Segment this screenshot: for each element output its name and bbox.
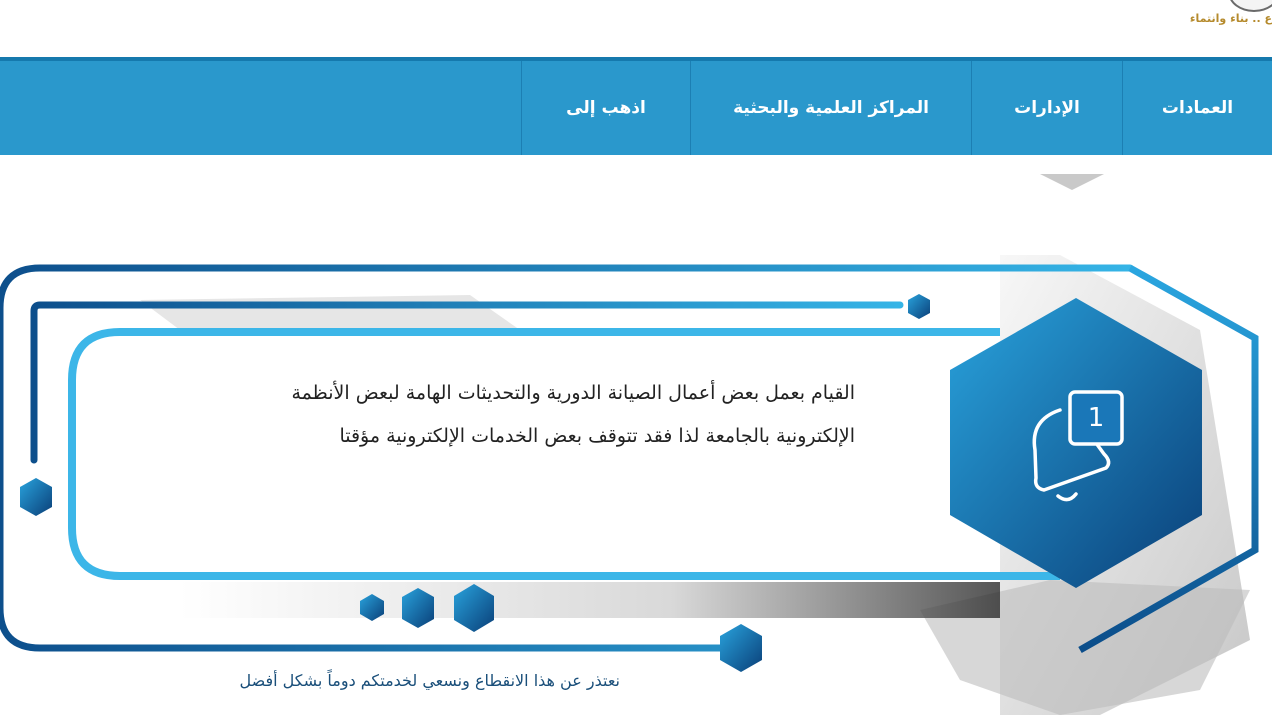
- maintenance-illustration: [0, 240, 1272, 715]
- main-nav: [0, 57, 1272, 155]
- nav-empty-area: [0, 61, 521, 155]
- apology-text: نعتذر عن هذا الانقطاع ونسعي لخدمتكم دوماً بشكل أفضل: [239, 671, 620, 690]
- nav-item-departments[interactable]: الإدارات: [971, 61, 1122, 155]
- site-header: [0, 0, 1272, 57]
- message-line-2: الإلكترونية بالجامعة لذا فقد تتوقف بعض الخدمات الإلكترونية مؤقتا: [339, 425, 855, 447]
- nav-item-deanships[interactable]: العمادات: [1122, 61, 1272, 155]
- maintenance-message: [130, 372, 855, 458]
- university-seal-icon: [1228, 0, 1272, 12]
- logo-area[interactable]: [1162, 0, 1272, 40]
- nav-item-research-centers[interactable]: المراكز العلمية والبحثية: [690, 61, 971, 155]
- nav-item-go-to[interactable]: اذهب إلى: [521, 61, 690, 155]
- message-line-1: القيام بعمل بعض أعمال الصيانة الدورية والتحديثات الهامة لبعض الأنظمة: [291, 382, 855, 404]
- header-slogan: ع .. بناء وانتماء: [1189, 12, 1272, 25]
- dropdown-caret-icon: [1040, 174, 1104, 190]
- notification-count-badge: 1: [1087, 403, 1105, 433]
